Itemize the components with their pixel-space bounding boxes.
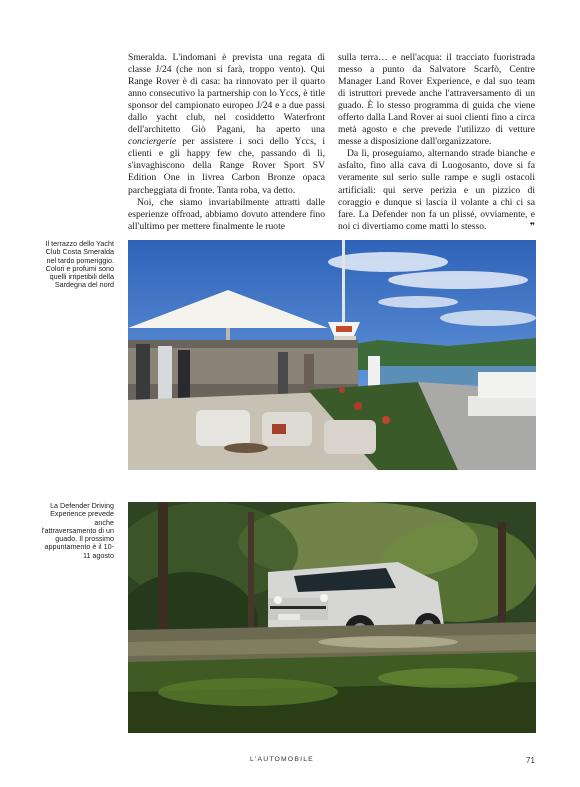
article-paragraph: Smeralda. L'indomani è prevista una regata di classe J/24 (che non si farà, troppo vento). Qui Range Rover è di casa: ha rinnovato per il quarto anno consecutivo la partnership con lo Yccs, è title sponsor del campionato europeo J/24 e a due passi dallo yacht club, nel cosiddetto Waterfront dell'architetto Giò Pagani, ha aperto una conciergerie per assistere i soci dello Yccs, i clienti e gli happy few che, passando di lì, s'invaghiscono della Range Rover Sport SV Edition One in livrea Carbon Bronze opaca parcheggiata di fronte. Tanta roba, va detto.: [128, 52, 325, 196]
defender-illustration: [128, 502, 536, 733]
article-column-right: [338, 52, 535, 233]
article-paragraph: Da lì, proseguiamo, alternando strade bianche e asfalto, fino alla cava di Luogosanto, dove si fa veramente sul serio sulle rampe e sugli ostacoli artificiali: qui serve perizia e un pizzico di coraggio e dunque si lascia il volante a chi ci sa fare. La Defender non fa un plissé, ovviamente, e noi ci divertiamo come matti lo stesso. ❞: [338, 148, 535, 232]
article-column-left: [128, 52, 325, 233]
article-paragraph: Noi, che siamo invariabilmente attratti dalle esperienze offroad, abbiamo dovuto attendere fino all'ultimo per mettere finalmente le ruote: [128, 196, 325, 232]
article-paragraph: sulla terra… e nell'acqua: il tracciato fuoristrada messo a punto da Salvatore Scarfò, Centre Manager Land Rover Experience, e dal suo team di istruttori prevede anche l'attraversamento di un guado. È lo stesso programma di guida che viene offerto dalla Land Rover ai suoi clienti fino a circa metà agosto e che prevede l'utilizzo di vetture messe a disposizione dall'organizzatore.: [338, 52, 535, 148]
page-number: 71: [526, 756, 535, 765]
terrace-illustration: [128, 240, 536, 470]
photo-caption-defender: La Defender Driving Experience prevede anche l'attraversamento di un guado. Il prossimo appuntamento è il 10-11 agosto: [41, 501, 114, 560]
footer-magazine-name: L'AUTOMOBILE: [250, 756, 314, 763]
italic-term: conciergerie: [128, 136, 177, 148]
photo-caption-terrace: Il terrazzo dello Yacht Club Costa Smeralda nel tardo pomeriggio. Colori e profumi sono quelli irripetibili della Sardegna del nord: [45, 239, 114, 290]
defender-photo: [128, 502, 536, 733]
end-mark-icon: ❞: [529, 221, 535, 232]
terrace-photo: [128, 240, 536, 470]
